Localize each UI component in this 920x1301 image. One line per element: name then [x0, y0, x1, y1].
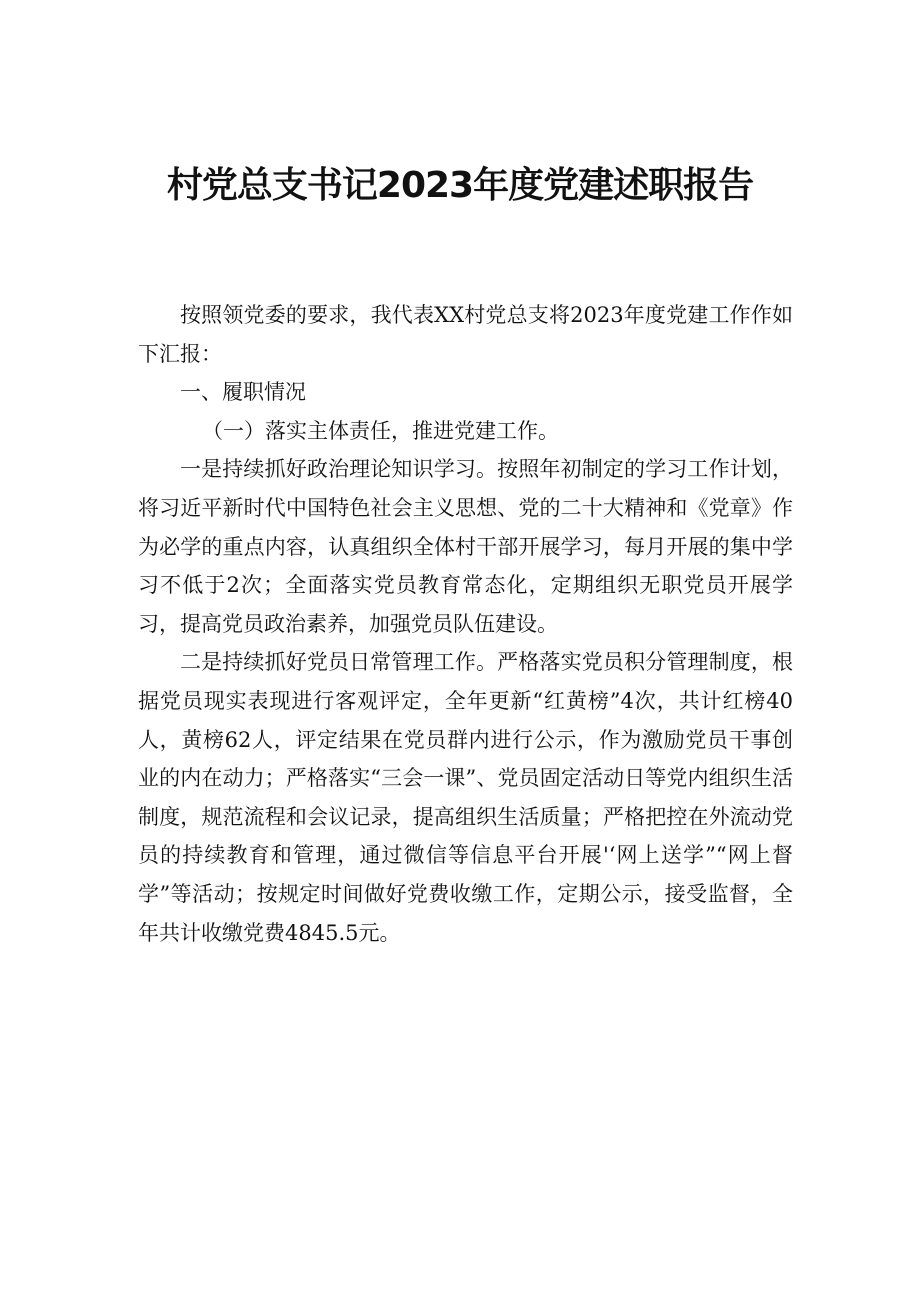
paragraph-political-study: 一是持续抓好政治理论知识学习。按照年初制定的学习工作计划，将习近平新时代中国特色社会主义思想、党的二十大精神和《党章》作为必学的重点内容，认真组织全体村干部开展学习，每月开展的集中学习不低于2次；全面落实党员教育常态化，定期组织无职党员开展学习，提高党员政治素养，加强党员队伍建设。: [138, 457, 793, 636]
section-heading-performance: 一、履职情况: [180, 380, 306, 405]
paragraph-member-management: 二是持续抓好党员日常管理工作。严格落实党员积分管理制度，根据党员现实表现进行客观评定，全年更新“红黄榜”4次，共计红榜40人，黄榜62人，评定结果在党员群内进行公示，作为激励党员干事创业的内在动力；严格落实“三会一课”、党员固定活动日等党内组织生活制度，规范流程和会议记录，提高组织生活质量；严格把控在外流动党员的持续教育和管理，通过微信等信息平台开展'‘网上送学”“网上督学”等活动；按规定时间做好党费收缴工作，定期公示，接受监督，全年共计收缴党费4845.5元。: [138, 650, 793, 945]
document-title: 村党总支书记2023年度党建述职报告: [166, 165, 754, 206]
intro-paragraph: 按照领党委的要求，我代表XX村党总支将2023年度党建工作作如下汇报：: [138, 303, 793, 366]
subsection-heading-responsibility: （一）落实主体责任，推进党建工作。: [202, 418, 559, 443]
document-body: [138, 296, 793, 952]
